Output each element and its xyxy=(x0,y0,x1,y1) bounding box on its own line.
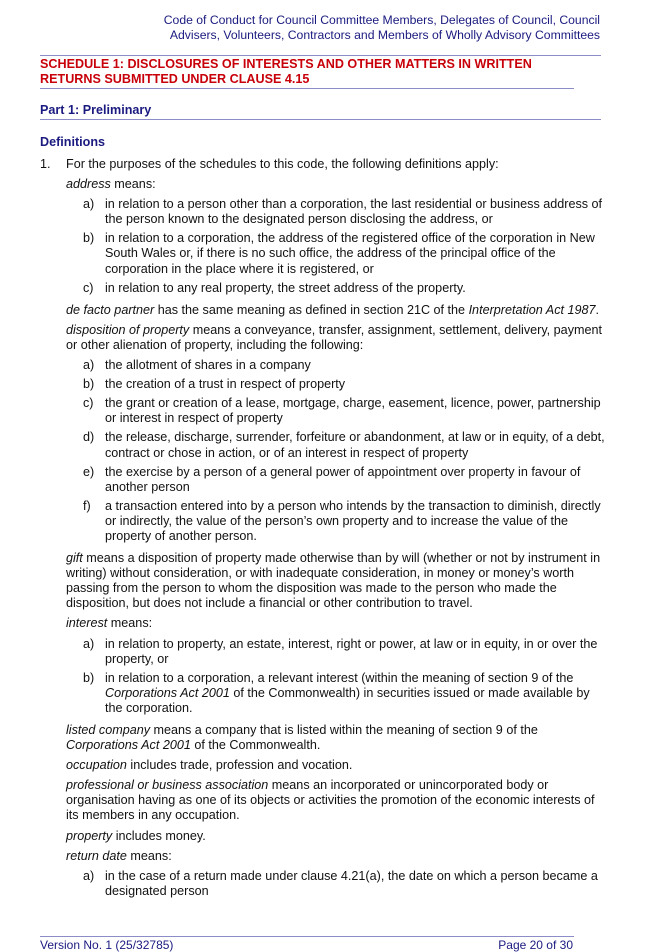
term: professional or business association xyxy=(66,778,269,793)
term: interest xyxy=(66,616,108,631)
clause-number: 1. xyxy=(40,157,51,171)
footer-version: Version No. 1 (25/32785) xyxy=(40,938,174,952)
definition-address: address means: xyxy=(66,177,156,192)
list-item: a) in relation to a person other than a corporation, the last residential or business address of the person known to the designated person disclosing the address, or xyxy=(83,197,603,227)
definition-disposition-of-property: disposition of property means a conveyance, transfer, assignment, settlement, delivery, payment or other alienation of property, including the following: xyxy=(66,322,602,352)
definition-professional-association: professional or business association means an incorporated or unincorporated body or organisation having as one of its objects or activities the promotion of the economic interests of its members in any occupation. xyxy=(66,778,595,823)
list-item: b) the creation of a trust in respect of property xyxy=(83,377,346,392)
list-item: e) the exercise by a person of a general power of appointment over property in favour of another person xyxy=(83,464,581,494)
list-item: a) in the case of a return made under clause 4.21(a), the date on which a person became a designated person xyxy=(83,868,598,898)
list-item: c) in relation to any real property, the street address of the property. xyxy=(83,280,466,295)
term: listed company xyxy=(66,723,150,737)
definition-listed-company: listed company means a company that is listed within the meaning of section 9 of the Corporations Act 2001 of the Commonwealth. xyxy=(66,723,538,753)
header-rule xyxy=(40,55,601,56)
footer-page-number: Page 20 of 30 xyxy=(498,938,573,952)
part-title: Part 1: Preliminary xyxy=(40,103,152,117)
list-item: f) a transaction entered into by a person who intends by the transaction to diminish, directly or indirectly, the value of the person’s own property and to increase the value of the property of another person. xyxy=(83,498,601,543)
running-header-line-1: Code of Conduct for Council Committee Members, Delegates of Council, Council xyxy=(163,13,600,27)
list-item: b) in relation to a corporation, a relevant interest (within the meaning of section 9 of the Corporations Act 2001 of the Commonwealth) in securities issued or made available by the corporation. xyxy=(83,670,590,715)
schedule-title xyxy=(40,57,600,87)
list-item: a) the allotment of shares in a company xyxy=(83,358,311,373)
term: address xyxy=(66,177,111,192)
schedule-title-line-1: SCHEDULE 1: DISCLOSURES OF INTERESTS AND OTHER MATTERS IN WRITTEN xyxy=(40,57,532,71)
term: property xyxy=(66,828,113,843)
definition-return-date: return date means: xyxy=(66,848,172,863)
definition-de-facto-partner: de facto partner has the same meaning as defined in section 21C of the Interpretation Act 1987. xyxy=(66,302,600,317)
list-item: b) in relation to a corporation, the address of the registered office of the corporation in New South Wales or, if there is no such office, the address of the principal office of the corporation in the place where it is registered, or xyxy=(83,231,595,276)
running-header xyxy=(100,13,600,43)
term: de facto partner xyxy=(66,302,155,317)
definition-occupation: occupation includes trade, profession and vocation. xyxy=(66,758,353,773)
definition-interest: interest means: xyxy=(66,616,153,631)
document-body xyxy=(40,157,610,903)
list-item: d) the release, discharge, surrender, forfeiture or abandonment, at law or in equity, of a debt, contract or chose in action, or of an interest in respect of property xyxy=(83,430,605,460)
schedule-title-line-2: RETURNS SUBMITTED UNDER CLAUSE 4.15 xyxy=(40,72,310,86)
clause-1 xyxy=(40,157,610,172)
definition-property: property includes money. xyxy=(66,828,206,843)
term: disposition of property xyxy=(66,322,190,337)
list-item: c) the grant or creation of a lease, mortgage, charge, easement, licence, power, partnership or interest in respect of property xyxy=(83,396,601,426)
term: occupation xyxy=(66,758,127,773)
list-item: a) in relation to property, an estate, interest, right or power, at law or in equity, in or over the property, or xyxy=(83,636,598,666)
running-header-line-2: Advisers, Volunteers, Contractors and Members of Wholly Advisory Committees xyxy=(169,28,600,42)
part-rule xyxy=(40,119,601,120)
footer-rule xyxy=(40,936,574,937)
term: gift xyxy=(66,551,83,566)
clause-text: For the purposes of the schedules to this code, the following definitions apply: xyxy=(66,157,499,171)
act-title: Corporations Act 2001 xyxy=(66,738,191,753)
definition-gift: gift means a disposition of property made otherwise than by will (whether or not by instrument in writing) without consideration, or with inadequate consideration, in money or money’s worth passing from the person to whom the disposition was made to the person who made the disposition, but does not include a financial or other contribution to travel. xyxy=(66,551,601,611)
term: return date xyxy=(66,848,127,863)
act-title: Corporations Act 2001 xyxy=(105,685,230,700)
act-title: Interpretation Act 1987 xyxy=(468,302,596,317)
section-heading-definitions: Definitions xyxy=(40,135,106,149)
schedule-rule xyxy=(40,88,574,89)
